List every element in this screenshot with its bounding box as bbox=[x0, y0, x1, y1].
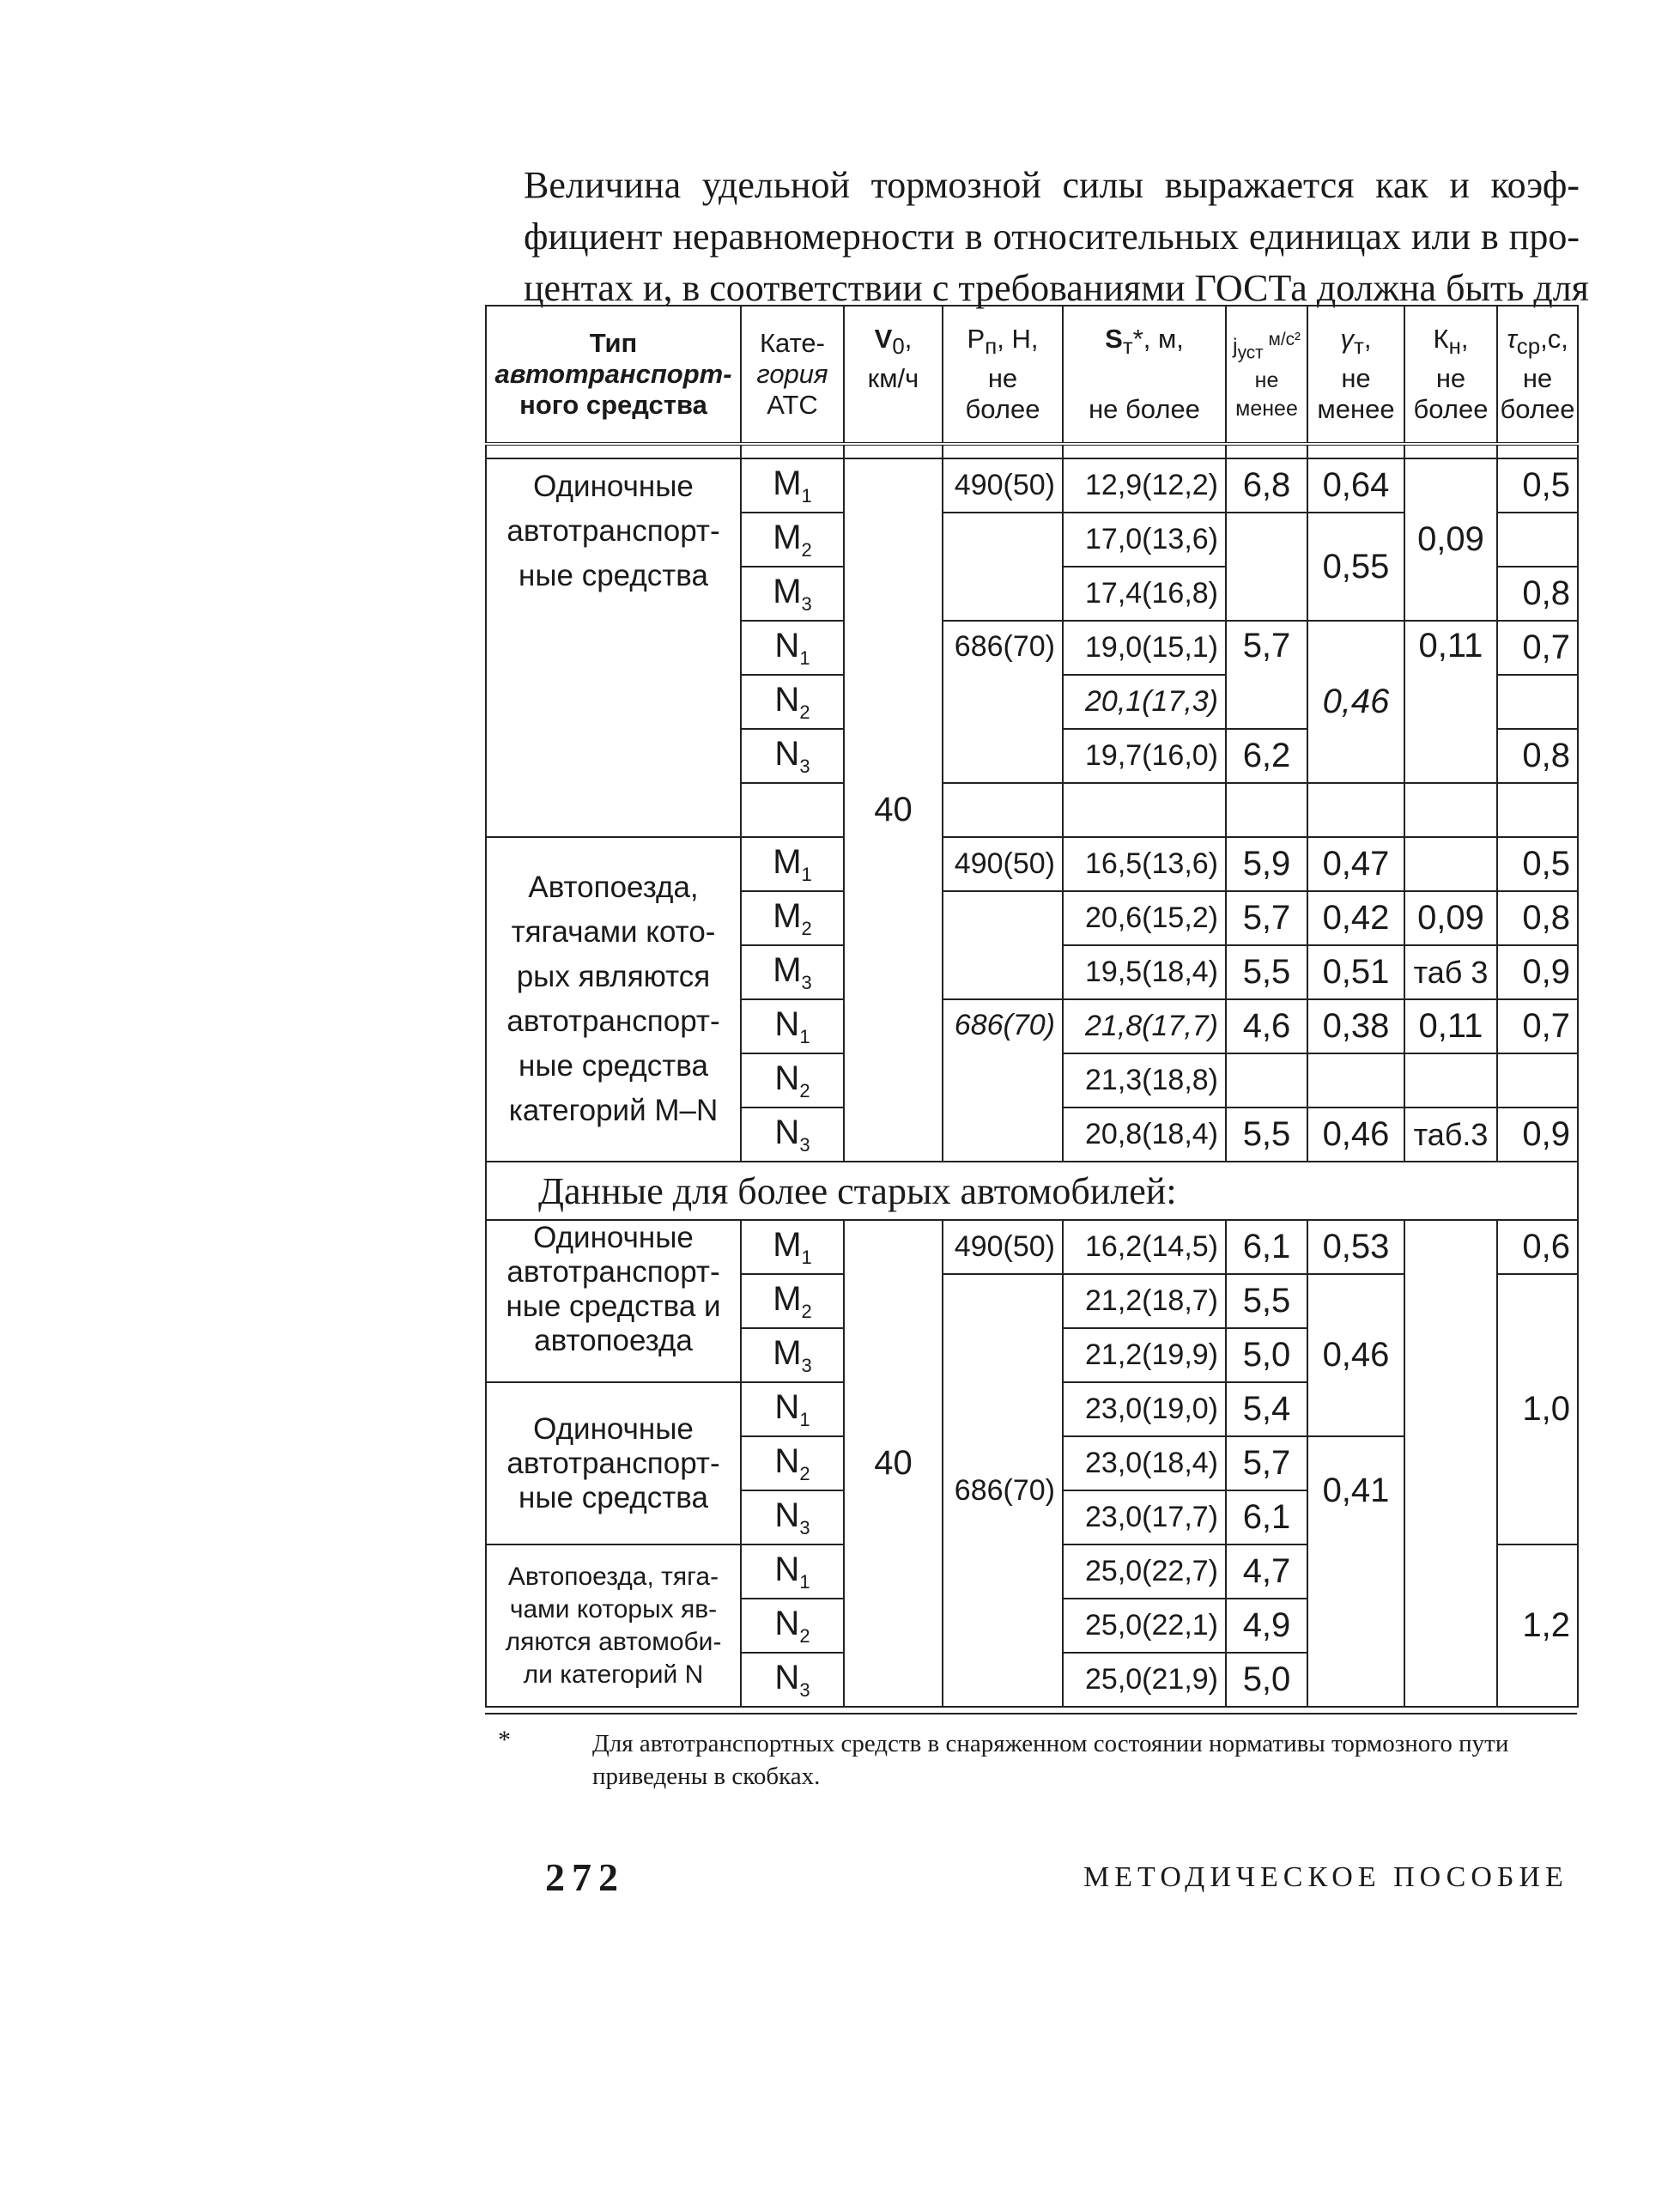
deceleration-cell bbox=[1226, 783, 1307, 837]
deceleration-cell: 5,4 bbox=[1226, 1382, 1307, 1436]
pedal-force-cell: 686(70) bbox=[943, 999, 1063, 1162]
deceleration-cell: 5,0 bbox=[1226, 1653, 1307, 1707]
header-pedal-force: $P_п$, Н, не более bbox=[943, 306, 1063, 444]
category-cell: $M_3$ bbox=[741, 945, 844, 999]
specific-force-cell: 0,47 bbox=[1307, 837, 1404, 891]
braking-distance-cell: 25,0(22,7) bbox=[1063, 1544, 1226, 1599]
header-braking-distance: $S_т*$, м, не более bbox=[1063, 306, 1226, 444]
header-vehicle-type: Тип автотранспорт- ного средства bbox=[486, 306, 741, 444]
deceleration-cell: 6,1 bbox=[1226, 1490, 1307, 1544]
category-cell: $N_1$ bbox=[741, 1544, 844, 1599]
vehicle-type-single-old: Одиночные автотранспорт- ные средства bbox=[486, 1382, 741, 1544]
category-cell: $M_3$ bbox=[741, 567, 844, 621]
braking-distance-cell: 25,0(22,1) bbox=[1063, 1599, 1226, 1653]
unevenness-cell bbox=[1404, 837, 1497, 891]
response-time-cell: 0,9 bbox=[1497, 1108, 1578, 1162]
braking-distance-cell: 23,0(17,7) bbox=[1063, 1490, 1226, 1544]
braking-distance-cell: 19,0(15,1) bbox=[1063, 621, 1226, 675]
braking-distance-cell bbox=[1063, 783, 1226, 837]
specific-force-cell: 0,46 bbox=[1307, 1108, 1404, 1162]
unevenness-cell: 0,09 bbox=[1404, 458, 1497, 621]
response-time-cell: 0,6 bbox=[1497, 1220, 1578, 1274]
response-time-cell bbox=[1497, 783, 1578, 837]
specific-force-cell: 0,46 bbox=[1307, 621, 1404, 783]
response-time-cell: 0,5 bbox=[1497, 837, 1578, 891]
specific-force-cell: 0,53 bbox=[1307, 1220, 1404, 1274]
category-cell: $N_3$ bbox=[741, 1653, 844, 1707]
deceleration-cell: 5,0 bbox=[1226, 1328, 1307, 1382]
specific-force-cell: 0,38 bbox=[1307, 999, 1404, 1053]
intro-paragraph bbox=[524, 160, 1589, 314]
deceleration-cell: 5,5 bbox=[1226, 945, 1307, 999]
section-title: Данные для более старых автомобилей: bbox=[486, 1162, 1578, 1220]
pedal-force-cell: 686(70) bbox=[943, 621, 1063, 783]
table-row bbox=[486, 458, 1578, 513]
category-cell: $N_1$ bbox=[741, 1382, 844, 1436]
braking-distance-cell: 23,0(19,0) bbox=[1063, 1382, 1226, 1436]
pedal-force-cell bbox=[943, 891, 1063, 999]
braking-distance-cell: 23,0(18,4) bbox=[1063, 1436, 1226, 1490]
specific-force-cell: 0,55 bbox=[1307, 513, 1404, 621]
deceleration-cell bbox=[1226, 1053, 1307, 1108]
pedal-force-cell: 686(70) bbox=[943, 1274, 1063, 1707]
deceleration-cell: 5,7 bbox=[1226, 891, 1307, 945]
deceleration-cell bbox=[1226, 513, 1307, 621]
pedal-force-cell bbox=[943, 783, 1063, 837]
response-time-cell: 1,0 bbox=[1497, 1274, 1578, 1544]
deceleration-cell: 5,5 bbox=[1226, 1108, 1307, 1162]
header-unevenness: $К_н$, не более bbox=[1404, 306, 1497, 444]
category-cell: $M_1$ bbox=[741, 837, 844, 891]
section-row bbox=[486, 1162, 1578, 1220]
footnote-text: Для автотранспортных средств в снаряженном состоянии нормативы тормозного пути приведены в скобках. bbox=[592, 1730, 1509, 1790]
braking-distance-cell: 20,1(17,3) bbox=[1063, 675, 1226, 729]
pedal-force-cell: 490(50) bbox=[943, 1220, 1063, 1274]
pedal-force-cell bbox=[943, 513, 1063, 621]
header-specific-force: $\gamma_т$, не менее bbox=[1307, 306, 1404, 444]
category-cell: $M_1$ bbox=[741, 1220, 844, 1274]
braking-distance-cell: 25,0(21,9) bbox=[1063, 1653, 1226, 1707]
intro-line: Величина удельной тормозной силы выражается как и коэф- bbox=[524, 164, 1580, 206]
unevenness-cell: таб.3 bbox=[1404, 1108, 1497, 1162]
category-cell: $N_1$ bbox=[741, 999, 844, 1053]
vehicle-type-single: Одиночные автотранспорт- ные средства bbox=[486, 458, 741, 837]
category-cell: $M_1$ bbox=[741, 458, 844, 513]
category-cell: $N_3$ bbox=[741, 1490, 844, 1544]
braking-distance-cell: 20,8(18,4) bbox=[1063, 1108, 1226, 1162]
header-deceleration: $j_{уст}$ $^{м/с^2}$ не менее bbox=[1226, 306, 1307, 444]
unevenness-cell bbox=[1404, 783, 1497, 837]
category-cell: $M_2$ bbox=[741, 1274, 844, 1328]
category-cell: $N_3$ bbox=[741, 1108, 844, 1162]
category-cell: $N_2$ bbox=[741, 675, 844, 729]
unevenness-cell bbox=[1404, 1220, 1497, 1707]
response-time-cell bbox=[1497, 675, 1578, 729]
braking-distance-cell: 21,2(18,7) bbox=[1063, 1274, 1226, 1328]
header-separator bbox=[486, 444, 1578, 458]
speed-cell: 40 bbox=[844, 458, 943, 1162]
deceleration-cell: 5,5 bbox=[1226, 1274, 1307, 1328]
response-time-cell: 0,8 bbox=[1497, 729, 1578, 783]
footnote-divider bbox=[485, 1713, 1577, 1714]
response-time-cell bbox=[1497, 513, 1578, 567]
specific-force-cell: 0,51 bbox=[1307, 945, 1404, 999]
page-number: 272 bbox=[545, 1855, 625, 1899]
braking-distance-cell: 19,5(18,4) bbox=[1063, 945, 1226, 999]
deceleration-cell: 4,7 bbox=[1226, 1544, 1307, 1599]
table-header-row bbox=[486, 306, 1578, 444]
header-response-time: $\tau_{ср},с$, не более bbox=[1497, 306, 1578, 444]
deceleration-cell: 4,9 bbox=[1226, 1599, 1307, 1653]
braking-distance-cell: 16,2(14,5) bbox=[1063, 1220, 1226, 1274]
deceleration-cell: 5,9 bbox=[1226, 837, 1307, 891]
brake-standards-table bbox=[485, 305, 1579, 1708]
braking-distance-cell: 16,5(13,6) bbox=[1063, 837, 1226, 891]
braking-distance-cell: 20,6(15,2) bbox=[1063, 891, 1226, 945]
vehicle-type-road-train-old: Автопоезда, тяга- чами которых яв- ляются автомоби- ли категорий N bbox=[486, 1544, 741, 1707]
vehicle-type-road-train: Автопоезда, тягачами кото- рых являются автотранспорт- ные средства категорий M–N bbox=[486, 837, 741, 1162]
braking-distance-cell: 17,4(16,8) bbox=[1063, 567, 1226, 621]
braking-distance-cell: 21,8(17,7) bbox=[1063, 999, 1226, 1053]
specific-force-cell bbox=[1307, 1053, 1404, 1108]
response-time-cell: 0,7 bbox=[1497, 999, 1578, 1053]
header-speed: $V_0$, км/ч bbox=[844, 306, 943, 444]
table-row bbox=[486, 837, 1578, 891]
category-cell: $M_3$ bbox=[741, 1328, 844, 1382]
braking-distance-cell: 21,2(19,9) bbox=[1063, 1328, 1226, 1382]
unevenness-cell: 0,11 bbox=[1404, 999, 1497, 1053]
category-cell: $N_2$ bbox=[741, 1053, 844, 1108]
pedal-force-cell: 490(50) bbox=[943, 458, 1063, 513]
specific-force-cell: 0,42 bbox=[1307, 891, 1404, 945]
response-time-cell: 0,8 bbox=[1497, 891, 1578, 945]
specific-force-cell: 0,46 bbox=[1307, 1274, 1404, 1436]
braking-distance-cell: 17,0(13,6) bbox=[1063, 513, 1226, 567]
pedal-force-cell: 490(50) bbox=[943, 837, 1063, 891]
specific-force-cell: 0,64 bbox=[1307, 458, 1404, 513]
category-cell: $N_1$ bbox=[741, 621, 844, 675]
intro-line: фициент неравномерности в относительных единицах или в про- bbox=[524, 215, 1580, 258]
braking-distance-cell: 19,7(16,0) bbox=[1063, 729, 1226, 783]
unevenness-cell: таб 3 bbox=[1404, 945, 1497, 999]
response-time-cell: 0,8 bbox=[1497, 567, 1578, 621]
braking-distance-cell: 12,9(12,2) bbox=[1063, 458, 1226, 513]
deceleration-cell: 6,1 bbox=[1226, 1220, 1307, 1274]
response-time-cell: 1,2 bbox=[1497, 1544, 1578, 1707]
running-title: МЕТОДИЧЕСКОЕ ПОСОБИЕ bbox=[1083, 1861, 1568, 1893]
deceleration-cell: 5,7 bbox=[1226, 1436, 1307, 1490]
response-time-cell: 0,9 bbox=[1497, 945, 1578, 999]
category-cell bbox=[741, 783, 844, 837]
category-cell: $M_2$ bbox=[741, 513, 844, 567]
deceleration-cell: 5,7 bbox=[1226, 621, 1307, 729]
response-time-cell bbox=[1497, 1053, 1578, 1108]
response-time-cell: 0,5 bbox=[1497, 458, 1578, 513]
unevenness-cell: 0,09 bbox=[1404, 891, 1497, 945]
braking-distance-cell: 21,3(18,8) bbox=[1063, 1053, 1226, 1108]
category-cell: $N_2$ bbox=[741, 1436, 844, 1490]
specific-force-cell: 0,41 bbox=[1307, 1436, 1404, 1707]
speed-cell: 40 bbox=[844, 1220, 943, 1707]
unevenness-cell bbox=[1404, 1053, 1497, 1108]
category-cell: $M_2$ bbox=[741, 891, 844, 945]
deceleration-cell: 4,6 bbox=[1226, 999, 1307, 1053]
deceleration-cell: 6,8 bbox=[1226, 458, 1307, 513]
category-cell: $N_3$ bbox=[741, 729, 844, 783]
intro-line: центах и, в соответствии с требованиями ГОСТа должна быть для bbox=[524, 267, 1589, 309]
vehicle-type-single-and-trains: Одиночные автотранспорт- ные средства и автопоезда bbox=[486, 1220, 741, 1382]
specific-force-cell bbox=[1307, 783, 1404, 837]
header-category: Кате- гория АТС bbox=[741, 306, 844, 444]
category-cell: $N_2$ bbox=[741, 1599, 844, 1653]
response-time-cell: 0,7 bbox=[1497, 621, 1578, 675]
table-row bbox=[486, 1220, 1578, 1274]
unevenness-cell: 0,11 bbox=[1404, 621, 1497, 783]
deceleration-cell: 6,2 bbox=[1226, 729, 1307, 783]
footnote-mark: * bbox=[498, 1726, 511, 1754]
